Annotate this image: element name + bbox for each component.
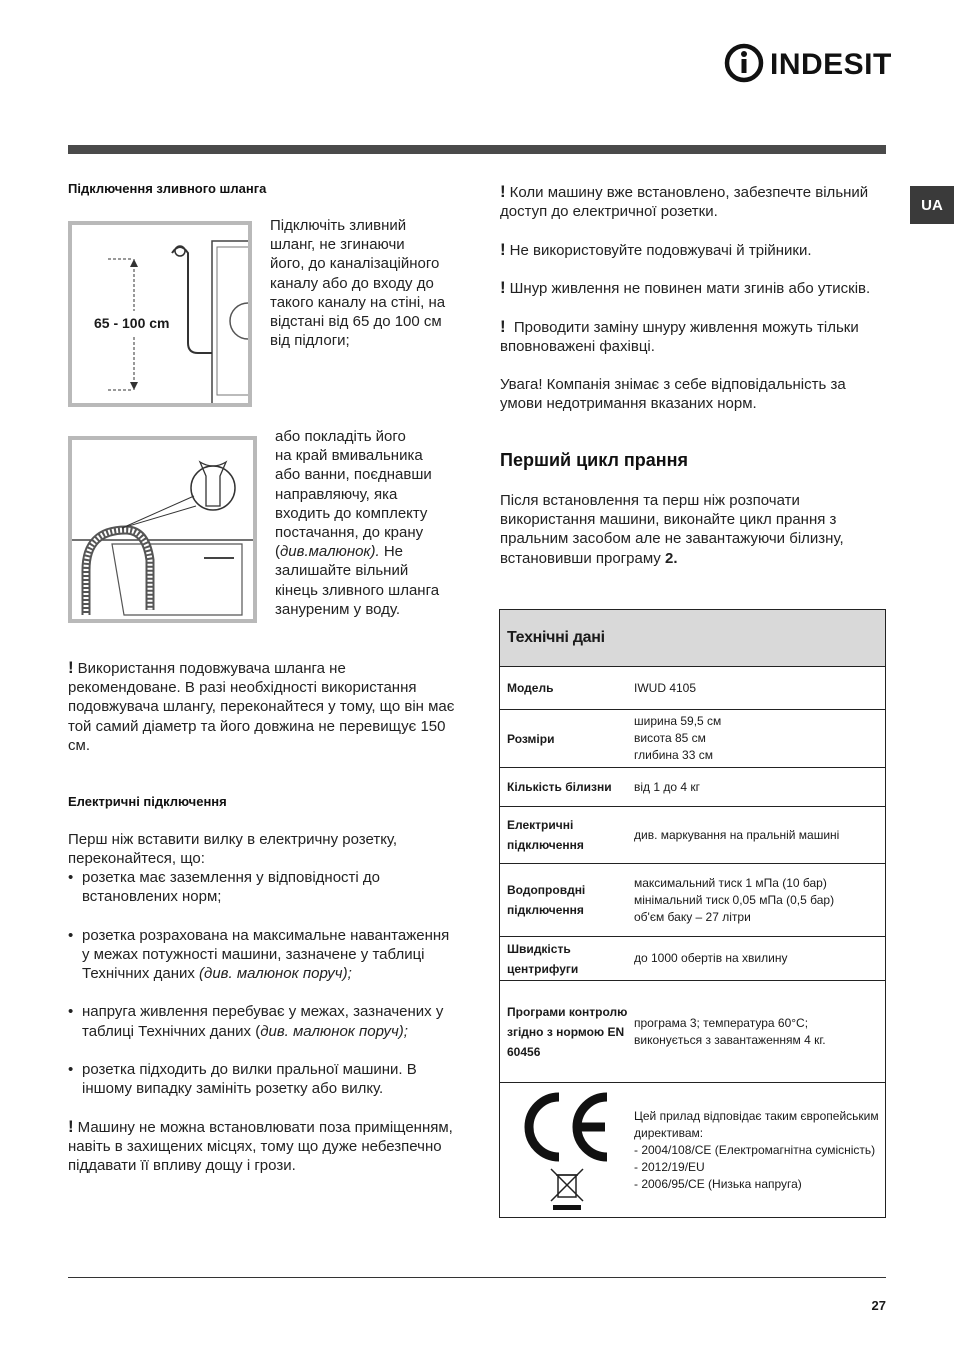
warning-text: Шнур живлення не повинен мати згинів або утисків. [509, 280, 871, 297]
value-line: - 2012/19/EU [634, 1159, 705, 1174]
row-value [634, 981, 885, 1082]
value-line: глибина 33 см [634, 748, 713, 762]
indesit-logo-icon [724, 40, 764, 86]
drain-line: залишайте вільний [275, 562, 409, 580]
electric-requirements-list [68, 868, 460, 1118]
drain-line: зануреним у воду. [275, 600, 401, 618]
bullet-text: розетка має заземлення у відповідності до встановлених норм; [82, 869, 381, 906]
bullet-italic: (див. малюнок поруч); [199, 965, 352, 982]
wall-drain-diagram [72, 225, 248, 403]
warning-text: Не використовуйте подовжувачі й трійники. [509, 242, 812, 259]
row-value [634, 807, 885, 863]
drain-line [275, 542, 460, 561]
brand-logo [724, 40, 892, 86]
drain-line: або ванни, поєднавши [275, 466, 432, 484]
drain-paragraph-2 [275, 427, 460, 619]
drain-wall-illustration [68, 221, 252, 407]
first-cycle-body: Після встановлення та перш ніж розпочати використання машини, виконайте цикл прання з пральним засобом але не завантажуючи білизну, встановивши програму [500, 492, 844, 567]
drain-line: Підключіть зливний [270, 217, 407, 234]
value-line: Цей прилад відповідає таким європейським директивам: [634, 1108, 879, 1140]
bullet-italic: див. малюнок поруч); [260, 1022, 408, 1040]
table-row [500, 667, 885, 710]
value-line: максимальний тиск 1 мПа (10 бар) [634, 875, 827, 890]
row-value [634, 937, 885, 980]
page-number: 27 [871, 1298, 886, 1313]
drain-line: входить до комплекту [275, 504, 428, 522]
liability-notice: Увага! Компанія знімає з себе відповідальність за умови недотримання вказаних норм. [500, 376, 846, 413]
value-line: від 1 до 4 кг [634, 779, 701, 794]
first-cycle-text [500, 491, 885, 568]
table-row [500, 1083, 885, 1217]
language-tab[interactable]: UA [910, 186, 954, 224]
drain-line: на край вмивальника [275, 447, 423, 465]
drain-line: каналу або до входу до [270, 274, 434, 292]
table-row [500, 981, 885, 1083]
weee-bin-icon [547, 1167, 587, 1211]
value-line: - 2006/95/CE (Низька напруга) [634, 1176, 802, 1191]
table-header: Технічні дані [500, 610, 885, 667]
row-label: Модель [507, 681, 554, 695]
row-label: Електричні підключення [507, 818, 584, 852]
value-line: об'єм баку – 27 літри [634, 909, 751, 924]
drain-line: його, до каналізаційного [270, 255, 440, 273]
row-label: Програми контролю згідно з нормою EN 60456 [507, 1004, 628, 1059]
list-item [68, 868, 460, 906]
bullet-text: напруга живлення перебуває у межах, зазначених у таблиці Технічних даних ( [82, 1003, 444, 1040]
value-line: мінімальний тиск 0,05 мПа (0,5 бар) [634, 892, 835, 907]
value-line: виконується з завантаженням 4 кг. [634, 1032, 826, 1047]
table-row [500, 710, 885, 768]
drain-line: шланг, не згинаючи [270, 236, 405, 254]
brand-name: INDESIT [770, 48, 892, 81]
row-label: Розміри [507, 731, 555, 746]
table-row [500, 768, 885, 807]
list-item [68, 1060, 460, 1098]
sink-drain-diagram [72, 440, 253, 619]
list-item [68, 926, 460, 984]
warning-icon: ! [68, 1117, 74, 1136]
drain-sink-illustration [68, 436, 257, 623]
row-value [634, 667, 885, 709]
table-row [500, 807, 885, 864]
bullet-text: розетка розрахована на максимальне навантаження у межах потужності машини, зазначене у таблиці Технічних даних [82, 926, 450, 982]
see-figure-ref: див.малюнок). [280, 543, 380, 561]
row-value [634, 864, 885, 936]
value-line: - 2004/108/CE (Електромагнітна сумісність) [634, 1142, 876, 1157]
list-item [68, 1002, 460, 1040]
drain-line: такого каналу на стіні, на [270, 293, 446, 311]
no-extensions-warning [500, 240, 885, 260]
drain-line: постачання, до крану [275, 524, 424, 542]
height-range-label: 65 - 100 cm [94, 315, 170, 331]
header-rule [68, 145, 886, 154]
first-cycle-title: Перший цикл прання [500, 450, 688, 470]
drain-line: від підлоги; [270, 332, 350, 350]
value-line: висота 85 см [634, 731, 706, 745]
table-row [500, 937, 885, 981]
cord-replacement-warning [500, 317, 885, 356]
ce-mark-icon [519, 1089, 615, 1165]
row-value [634, 1083, 885, 1217]
certification-marks [500, 1083, 634, 1217]
row-label: Кількість білизни [507, 780, 612, 794]
outdoor-warning [68, 1117, 460, 1176]
warning-text: Проводити заміну шнуру живлення можуть тільки вповноважені фахівці. [500, 319, 859, 356]
paren: ( [275, 543, 280, 561]
table-row [500, 864, 885, 937]
bullet-text: розетка підходить до вилки пральної машини. В іншому випадку замініть розетку або вилку. [82, 1060, 417, 1098]
electric-intro: Перш ніж вставити вилку в електричну розетку, переконайтеся, що: [68, 831, 398, 868]
warning-text: Машину не можна встановлювати поза приміщенням, навіть в захищених місцях, тому що дуже небезпечно піддавати її впливу дощу і грози. [68, 1119, 453, 1175]
drain-line: кінець зливного шланга [275, 581, 440, 599]
row-value [634, 768, 885, 806]
footer-rule [68, 1277, 886, 1278]
value-line: ширина 59,5 см [634, 714, 722, 728]
warning-text: Використання подовжувача шланга не рекомендоване. В разі необхідності використання подовжувача шлангу, переконайтеся у тому, що він має той самий діаметр та його довжина не перевищує 150 см. [68, 660, 455, 754]
warning-icon: ! [68, 658, 74, 677]
socket-access-warning [500, 182, 885, 221]
row-value [634, 710, 885, 767]
drain-line: направляючу, яка [275, 485, 398, 503]
drain-line: відстані від 65 до 100 см [270, 313, 442, 331]
cord-bend-warning [500, 278, 885, 298]
warning-icon: ! [500, 278, 506, 297]
drain-line-tail: Не [379, 543, 404, 561]
warning-icon: ! [500, 182, 506, 201]
value-line: до 1000 обертів на хвилину [634, 951, 788, 965]
warning-icon: ! [500, 317, 506, 336]
warning-text: Коли машину вже встановлено, забезпечте вільний доступ до електричної розетки. [500, 184, 869, 221]
warning-icon: ! [500, 240, 506, 259]
drain-section-title: Підключення зливного шланга [68, 181, 267, 196]
drain-paragraph-1 [270, 216, 460, 350]
value-line: див. маркування на пральній машині [634, 827, 840, 842]
value-line: програма 3; температура 60°С; [634, 1015, 809, 1030]
drain-line: або покладіть його [275, 428, 406, 445]
row-label: Водопровдні підключення [507, 883, 586, 917]
hose-extension-warning [68, 658, 460, 755]
row-label: Швидкість центрифуги [507, 941, 579, 976]
electric-section-title: Електричні підключення [68, 794, 227, 809]
technical-data-table [499, 609, 886, 1218]
value-line: IWUD 4105 [634, 680, 697, 695]
program-number: 2. [664, 549, 678, 567]
